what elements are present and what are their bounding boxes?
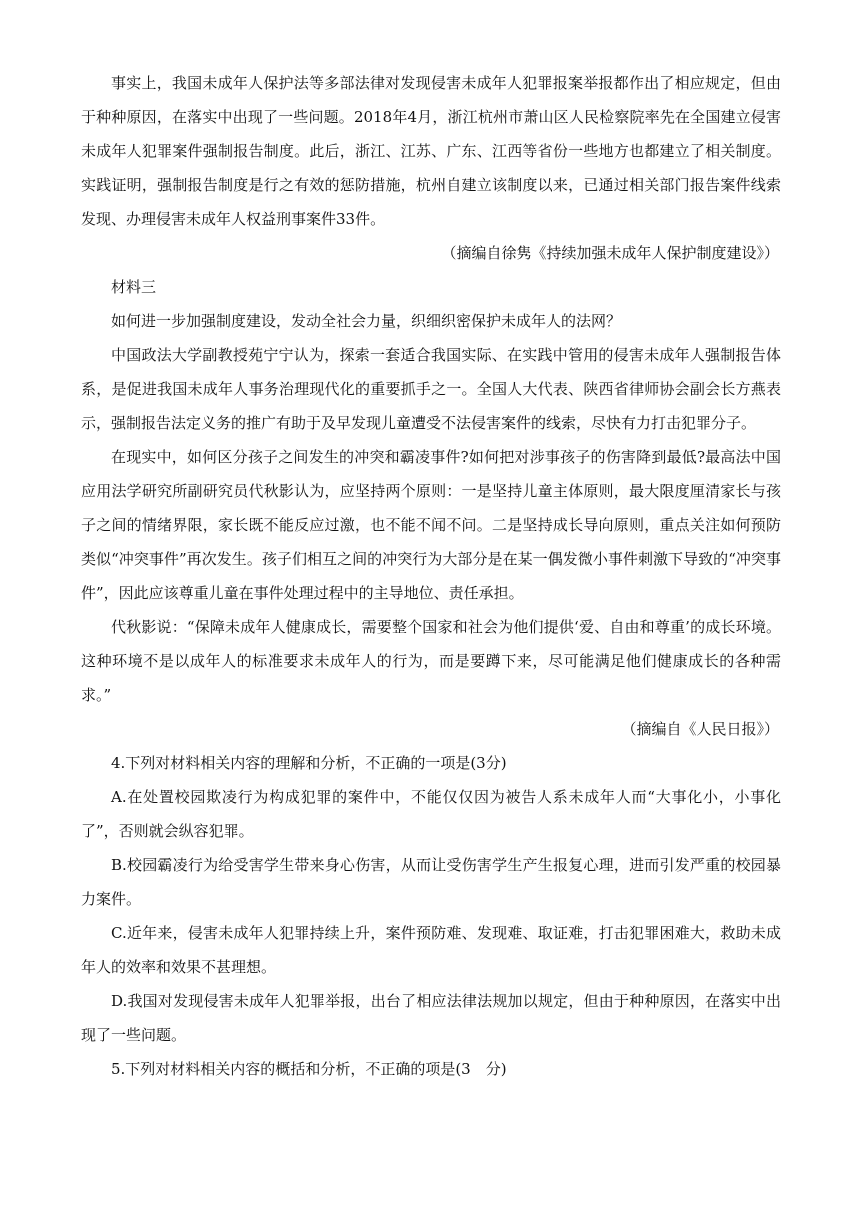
material-three-paragraph-1: 中国政法大学副教授苑宁宁认为，探索一套适合我国实际、在实践中管用的侵害未成年人强制报告体系，是促进我国未成年人事务治理现代化的重要抓手之一。全国人大代表、陕西省律师协会副会长方燕表示，强制报告法定义务的推广有助于及早发现儿童遭受不法侵害案件的线索，尽快有力打击犯罪分子。 [81, 346, 781, 432]
question-4-option-b: B.校园霸凌行为给受害学生带来身心伤害，从而让受伤害学生产生报复心理，进而引发严重的校园暴力案件。 [81, 856, 781, 908]
paragraph-intro: 事实上，我国未成年人保护法等多部法律对发现侵害未成年人犯罪报案举报都作出了相应规定，但由于种种原因，在落实中出现了一些问题。2018年4月，浙江杭州市萧山区人民检察院率先在全国建立侵害未成年人犯罪案件强制报告制度。此后，浙江、江苏、广东、江西等省份一些地方也都建立了相关制度。实践证明，强制报告制度是行之有效的惩防措施，杭州自建立该制度以来，已通过相关部门报告案件线索发现、办理侵害未成年人权益刑事案件33件。 [81, 74, 781, 228]
material-three-heading: 材料三 [111, 278, 157, 296]
question-4-option-c: C.近年来，侵害未成年人犯罪持续上升，案件预防难、发现难、取证难，打击犯罪困难大，救助未成年人的效率和效果不甚理想。 [81, 924, 781, 976]
material-three-question: 如何进一步加强制度建设，发动全社会力量，织细织密保护未成年人的法网？ [111, 312, 622, 330]
question-5-stem: 5.下列对材料相关内容的概括和分析，不正确的项是(3 分) [111, 1060, 507, 1078]
question-4-option-a: A.在处置校园欺凌行为构成犯罪的案件中，不能仅仅因为被告人系未成年人而“大事化小，小事化了”，否则就会纵容犯罪。 [81, 788, 781, 840]
material-three-paragraph-3: 代秋影说：“保障未成年人健康成长，需要整个国家和社会为他们提供‘爱、自由和尊重’的成长环境。这种环境不是以成年人的标准要求未成年人的行为，而是要蹲下来，尽可能满足他们健康成长的各种需求。” [81, 618, 781, 704]
material-three-paragraph-2: 在现实中，如何区分孩子之间发生的冲突和霸凌事件?如何把对涉事孩子的伤害降到最低?最高法中国应用法学研究所副研究员代秋影认为，应坚持两个原则：一是坚持儿童主体原则，最大限度厘清家长与孩子之间的情绪界限，家长既不能反应过激，也不能不闻不问。二是坚持成长导向原则，重点关注如何预防类似“冲突事件”再次发生。孩子们相互之间的冲突行为大部分是在某一偶发微小事件刺激下导致的“冲突事件”，因此应该尊重儿童在事件处理过程中的主导地位、责任承担。 [81, 448, 781, 602]
source-citation-2: （摘编自《人民日报》） [621, 720, 779, 738]
source-citation-1: （摘编自徐隽《持续加强未成年人保护制度建设》） [441, 244, 779, 262]
question-4-option-d: D.我国对发现侵害未成年人犯罪举报，出台了相应法律法规加以规定，但由于种种原因，在落实中出现了一些问题。 [81, 992, 781, 1044]
question-4-stem: 4.下列对材料相关内容的理解和分析，不正确的一项是(3分) [111, 754, 507, 772]
document-page [81, 66, 781, 1086]
